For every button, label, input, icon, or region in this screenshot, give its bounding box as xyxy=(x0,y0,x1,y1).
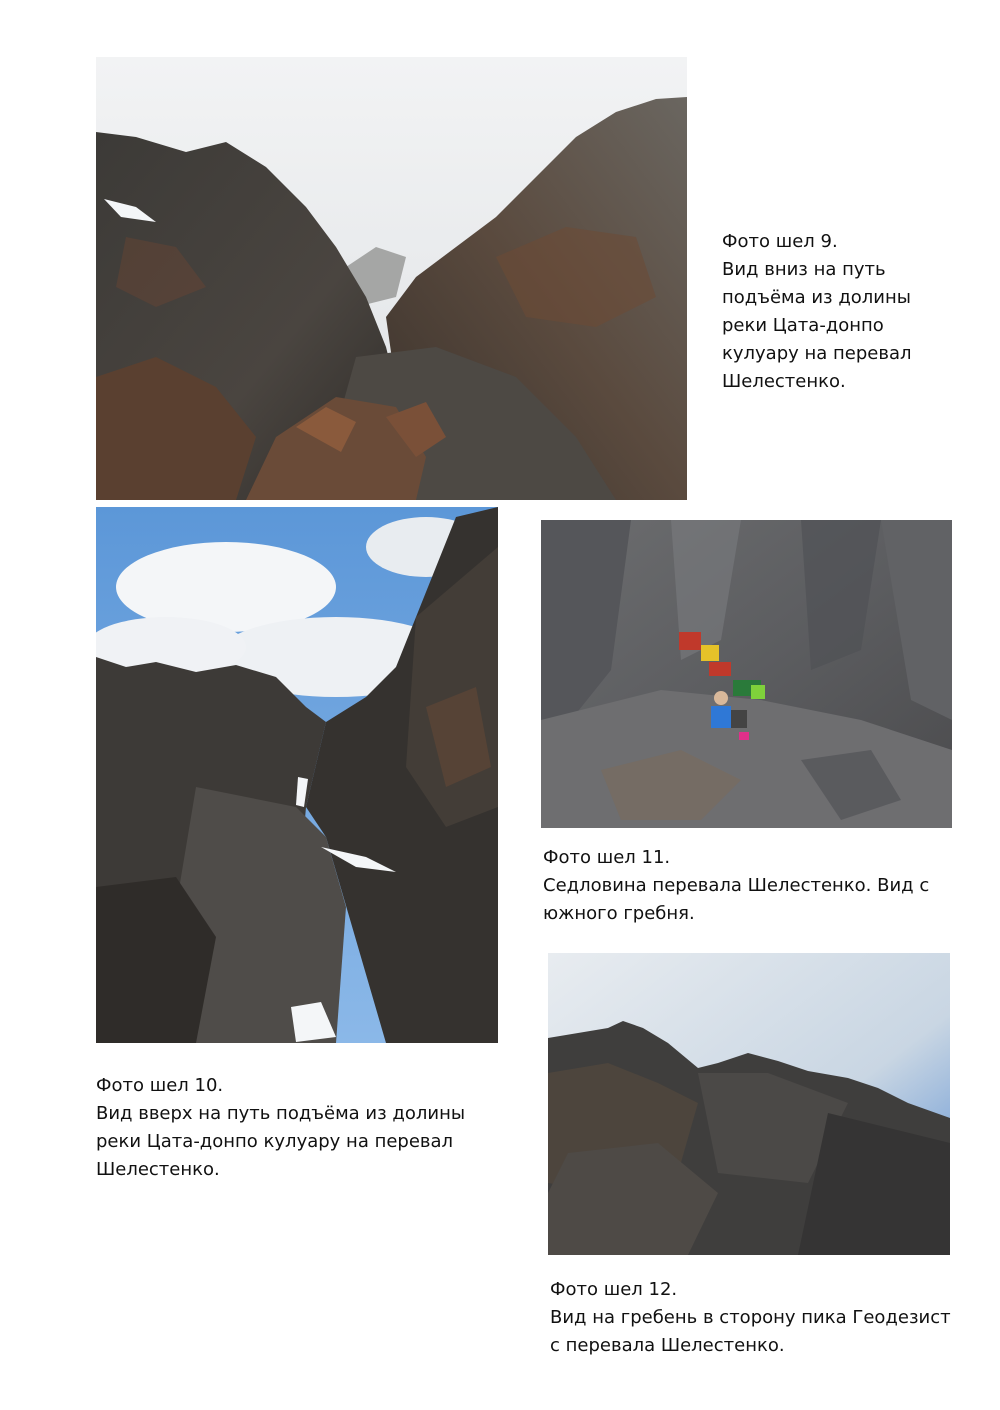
caption-line: Фото шел 12. xyxy=(550,1279,678,1300)
caption-line: Шелестенко. xyxy=(96,1159,220,1180)
caption-line: реки Цата-донпо кулуару на перевал xyxy=(96,1131,454,1152)
caption-line: Фото шел 10. xyxy=(96,1075,224,1096)
caption-line: с перевала Шелестенко. xyxy=(550,1335,785,1356)
photo-10 xyxy=(96,507,498,1043)
caption-line: Вид вверх на путь подъёма из долины xyxy=(96,1103,466,1124)
photo-12-caption xyxy=(550,1276,951,1360)
caption-line: Фото шел 9. xyxy=(722,231,838,252)
caption-line: кулуару на перевал xyxy=(722,343,912,364)
caption-line: Вид вниз на путь xyxy=(722,259,886,280)
photo-9-image xyxy=(96,57,687,500)
caption-line: Вид на гребень в сторону пика Геодезист xyxy=(550,1307,951,1328)
photo-11-image xyxy=(541,520,952,828)
caption-line: Шелестенко. xyxy=(722,371,846,392)
photo-12-image xyxy=(548,953,950,1255)
caption-line: реки Цата-донпо xyxy=(722,315,884,336)
photo-10-caption xyxy=(96,1072,465,1184)
photo-12 xyxy=(548,953,950,1255)
caption-line: южного гребня. xyxy=(543,903,695,924)
caption-line: подъёма из долины xyxy=(722,287,911,308)
photo-11 xyxy=(541,520,952,828)
caption-line: Фото шел 11. xyxy=(543,847,671,868)
caption-line: Седловина перевала Шелестенко. Вид с xyxy=(543,875,930,896)
photo-10-image xyxy=(96,507,498,1043)
photo-9 xyxy=(96,57,687,500)
photo-9-caption xyxy=(722,228,912,396)
photo-11-caption xyxy=(543,844,929,928)
